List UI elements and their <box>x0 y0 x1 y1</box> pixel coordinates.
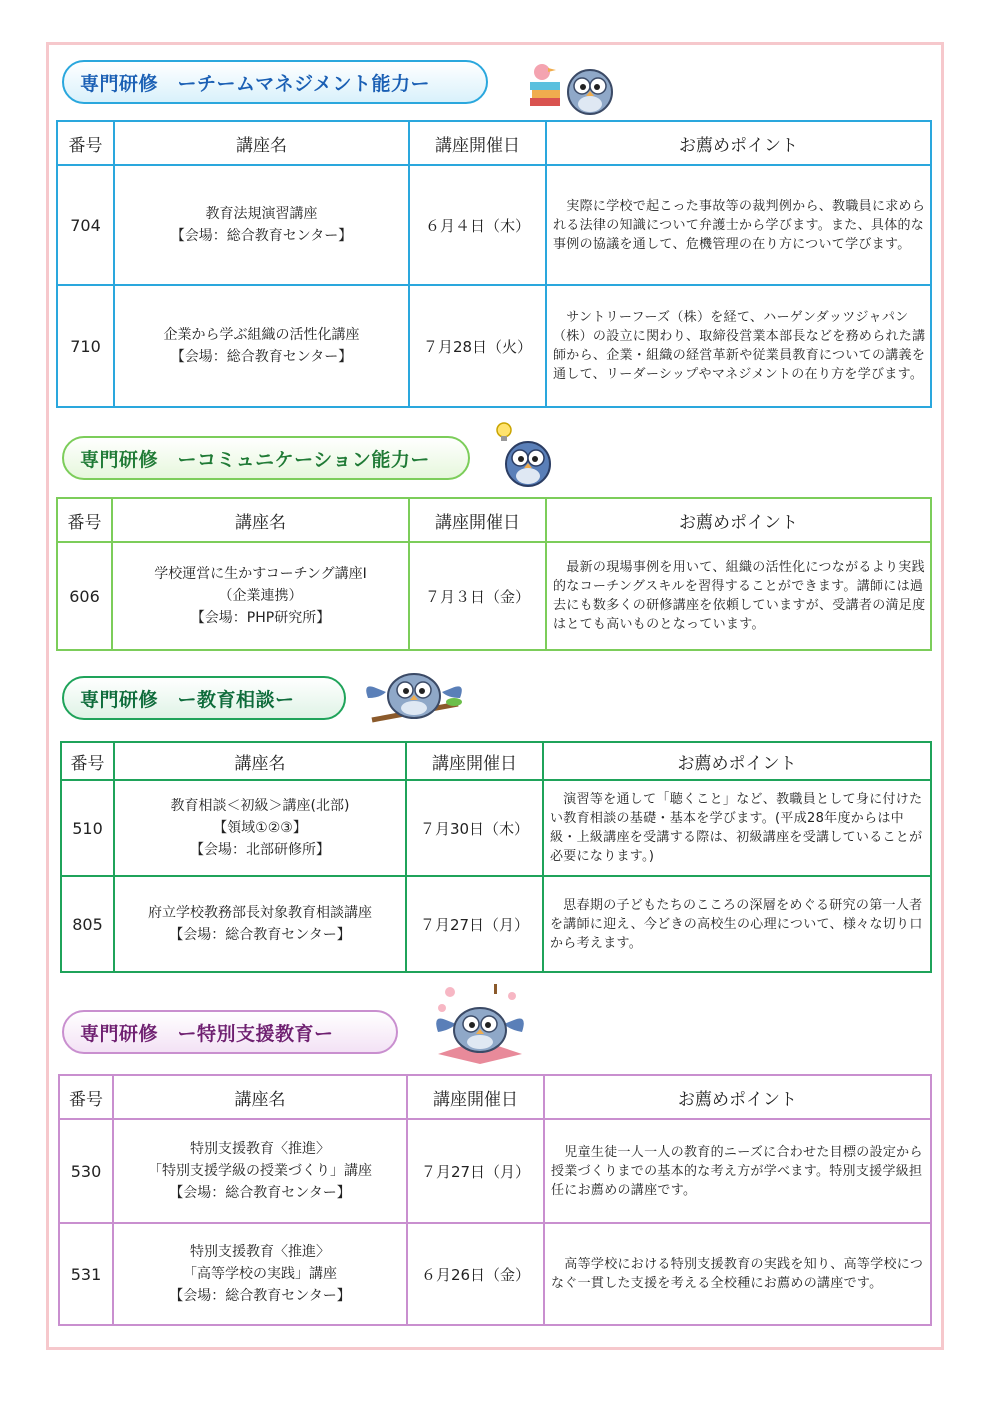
table-row <box>61 876 931 972</box>
table-row <box>57 285 931 407</box>
course-date: ７月３日（金） <box>409 542 546 650</box>
header-date: 講座開催日 <box>409 121 546 165</box>
course-point: 児童生徒一人一人の教育的ニーズに合わせた目標の設定から授業づくりまでの基本的な考え方が学べます。特別支援学級担任にお薦めの講座です。 <box>544 1119 931 1223</box>
course-date: ７月30日（木） <box>406 780 543 876</box>
course-num: 510 <box>61 780 114 876</box>
header-name: 講座名 <box>112 498 409 542</box>
header-num: 番号 <box>57 498 112 542</box>
course-table-counseling <box>60 741 932 973</box>
header-point: お薦めポイント <box>544 1075 931 1119</box>
course-table-team-management <box>56 120 932 408</box>
owl-lightbulb-icon <box>490 418 556 490</box>
course-num: 606 <box>57 542 112 650</box>
header-name: 講座名 <box>113 1075 407 1119</box>
course-date: ７月27日（月） <box>406 876 543 972</box>
header-name: 講座名 <box>114 742 406 780</box>
course-name <box>114 780 406 876</box>
course-num: 530 <box>59 1119 113 1223</box>
course-name-sub: （企業連携） <box>218 588 303 604</box>
course-venue: 【会場：総合教育センター】 <box>170 228 353 244</box>
header-num: 番号 <box>57 121 114 165</box>
course-num: 710 <box>57 285 114 407</box>
course-point: 演習等を通して「聴くこと」など、教職員として身に付けたい教育相談の基礎・基本を学びます。(平成28年度からは中級・上級講座を受講する際は、初級講座を受講していることが必要になります。) <box>543 780 931 876</box>
header-date: 講座開催日 <box>409 498 546 542</box>
course-venue: 【会場：北部研修所】 <box>190 842 330 858</box>
table-row <box>59 1223 931 1325</box>
table-row <box>57 542 931 650</box>
table-row <box>61 780 931 876</box>
table-header-row <box>57 498 931 542</box>
course-date: ７月27日（月） <box>407 1119 544 1223</box>
course-point: 実際に学校で起こった事故等の裁判例から、教職員に求められる法律の知識について弁護士から学びます。また、具体的な事例の協議を通して、危機管理の在り方について学びます。 <box>546 165 931 285</box>
course-venue: 【会場：総合教育センター】 <box>169 927 351 943</box>
course-num: 531 <box>59 1223 113 1325</box>
course-name-line: 教育法規演習講座 <box>205 206 318 222</box>
course-name <box>114 876 406 972</box>
header-date: 講座開催日 <box>407 1075 544 1119</box>
table-header-row <box>61 742 931 780</box>
table-header-row <box>59 1075 931 1119</box>
course-name <box>113 1119 407 1223</box>
course-num: 704 <box>57 165 114 285</box>
course-venue: 【会場：総合教育センター】 <box>169 1185 351 1201</box>
course-name <box>114 165 409 285</box>
section-title-text: 専門研修 ー特別支援教育ー <box>80 1022 334 1045</box>
course-point: 思春期の子どもたちのこころの深層をめぐる研究の第一人者を講師に迎え、今どきの高校生の心理について、様々な切り口から考えます。 <box>543 876 931 972</box>
section-title-special-support <box>62 1010 398 1054</box>
owl-sitting-cushion-icon <box>432 980 528 1064</box>
course-num: 805 <box>61 876 114 972</box>
course-name-line: 特別支援教育〈推進〉 <box>190 1244 330 1260</box>
header-point: お薦めポイント <box>546 121 931 165</box>
course-date: ６月４日（木） <box>409 165 546 285</box>
course-name-line: 教育相談＜初級＞講座(北部) <box>170 798 350 814</box>
header-num: 番号 <box>59 1075 113 1119</box>
owl-reading-books-icon <box>526 58 622 116</box>
header-point: お薦めポイント <box>543 742 931 780</box>
course-point: 最新の現場事例を用いて、組織の活性化につながるより実践的なコーチングスキルを習得することができます。講師には過去にも数多くの研修講座を依頼していますが、受講者の満足度はとても高いものとなっています。 <box>546 542 931 650</box>
section-title-team-management <box>62 60 488 104</box>
course-point: 高等学校における特別支援教育の実践を知り、高等学校につなぐ一貫した支援を考える全校種にお薦めの講座です。 <box>544 1223 931 1325</box>
owl-on-branch-icon <box>362 668 466 730</box>
table-header-row <box>57 121 931 165</box>
course-name-line: 学校運営に生かすコーチング講座Ⅰ <box>154 566 367 582</box>
course-name <box>113 1223 407 1325</box>
table-row <box>57 165 931 285</box>
section-title-text: 専門研修 ーチームマネジメント能力ー <box>80 72 431 95</box>
course-date: ７月28日（火） <box>409 285 546 407</box>
course-venue: 【会場：PHP研究所】 <box>190 610 331 626</box>
course-point: サントリーフーズ（株）を経て、ハーゲンダッツジャパン（株）の設立に関わり、取締役営業本部長などを務められた講師から、企業・組織の経営革新や従業員教育についての講義を通して、リーダーシップやマネジメントの在り方を学びます。 <box>546 285 931 407</box>
section-title-text: 専門研修 ー教育相談ー <box>80 688 295 711</box>
table-row <box>59 1119 931 1223</box>
header-num: 番号 <box>61 742 114 780</box>
course-name-line: 企業から学ぶ組織の活性化講座 <box>163 327 360 343</box>
course-name-line: 府立学校教務部長対象教育相談講座 <box>148 905 372 921</box>
course-table-communication <box>56 497 932 651</box>
course-name <box>114 285 409 407</box>
section-title-text: 専門研修 ーコミュニケーション能力ー <box>80 448 430 471</box>
section-title-communication <box>62 436 470 480</box>
header-date: 講座開催日 <box>406 742 543 780</box>
section-title-counseling <box>62 676 346 720</box>
header-name: 講座名 <box>114 121 409 165</box>
course-name-sub: 「高等学校の実践」講座 <box>183 1266 337 1282</box>
course-date: ６月26日（金） <box>407 1223 544 1325</box>
course-venue: 【会場：総合教育センター】 <box>170 349 353 365</box>
course-name-line: 特別支援教育〈推進〉 <box>190 1141 330 1157</box>
course-domain: 【領域①②③】 <box>213 820 307 836</box>
course-venue: 【会場：総合教育センター】 <box>169 1288 351 1304</box>
course-name-sub: 「特別支援学級の授業づくり」講座 <box>148 1163 372 1179</box>
course-name <box>112 542 409 650</box>
course-table-special-support <box>58 1074 932 1326</box>
header-point: お薦めポイント <box>546 498 931 542</box>
